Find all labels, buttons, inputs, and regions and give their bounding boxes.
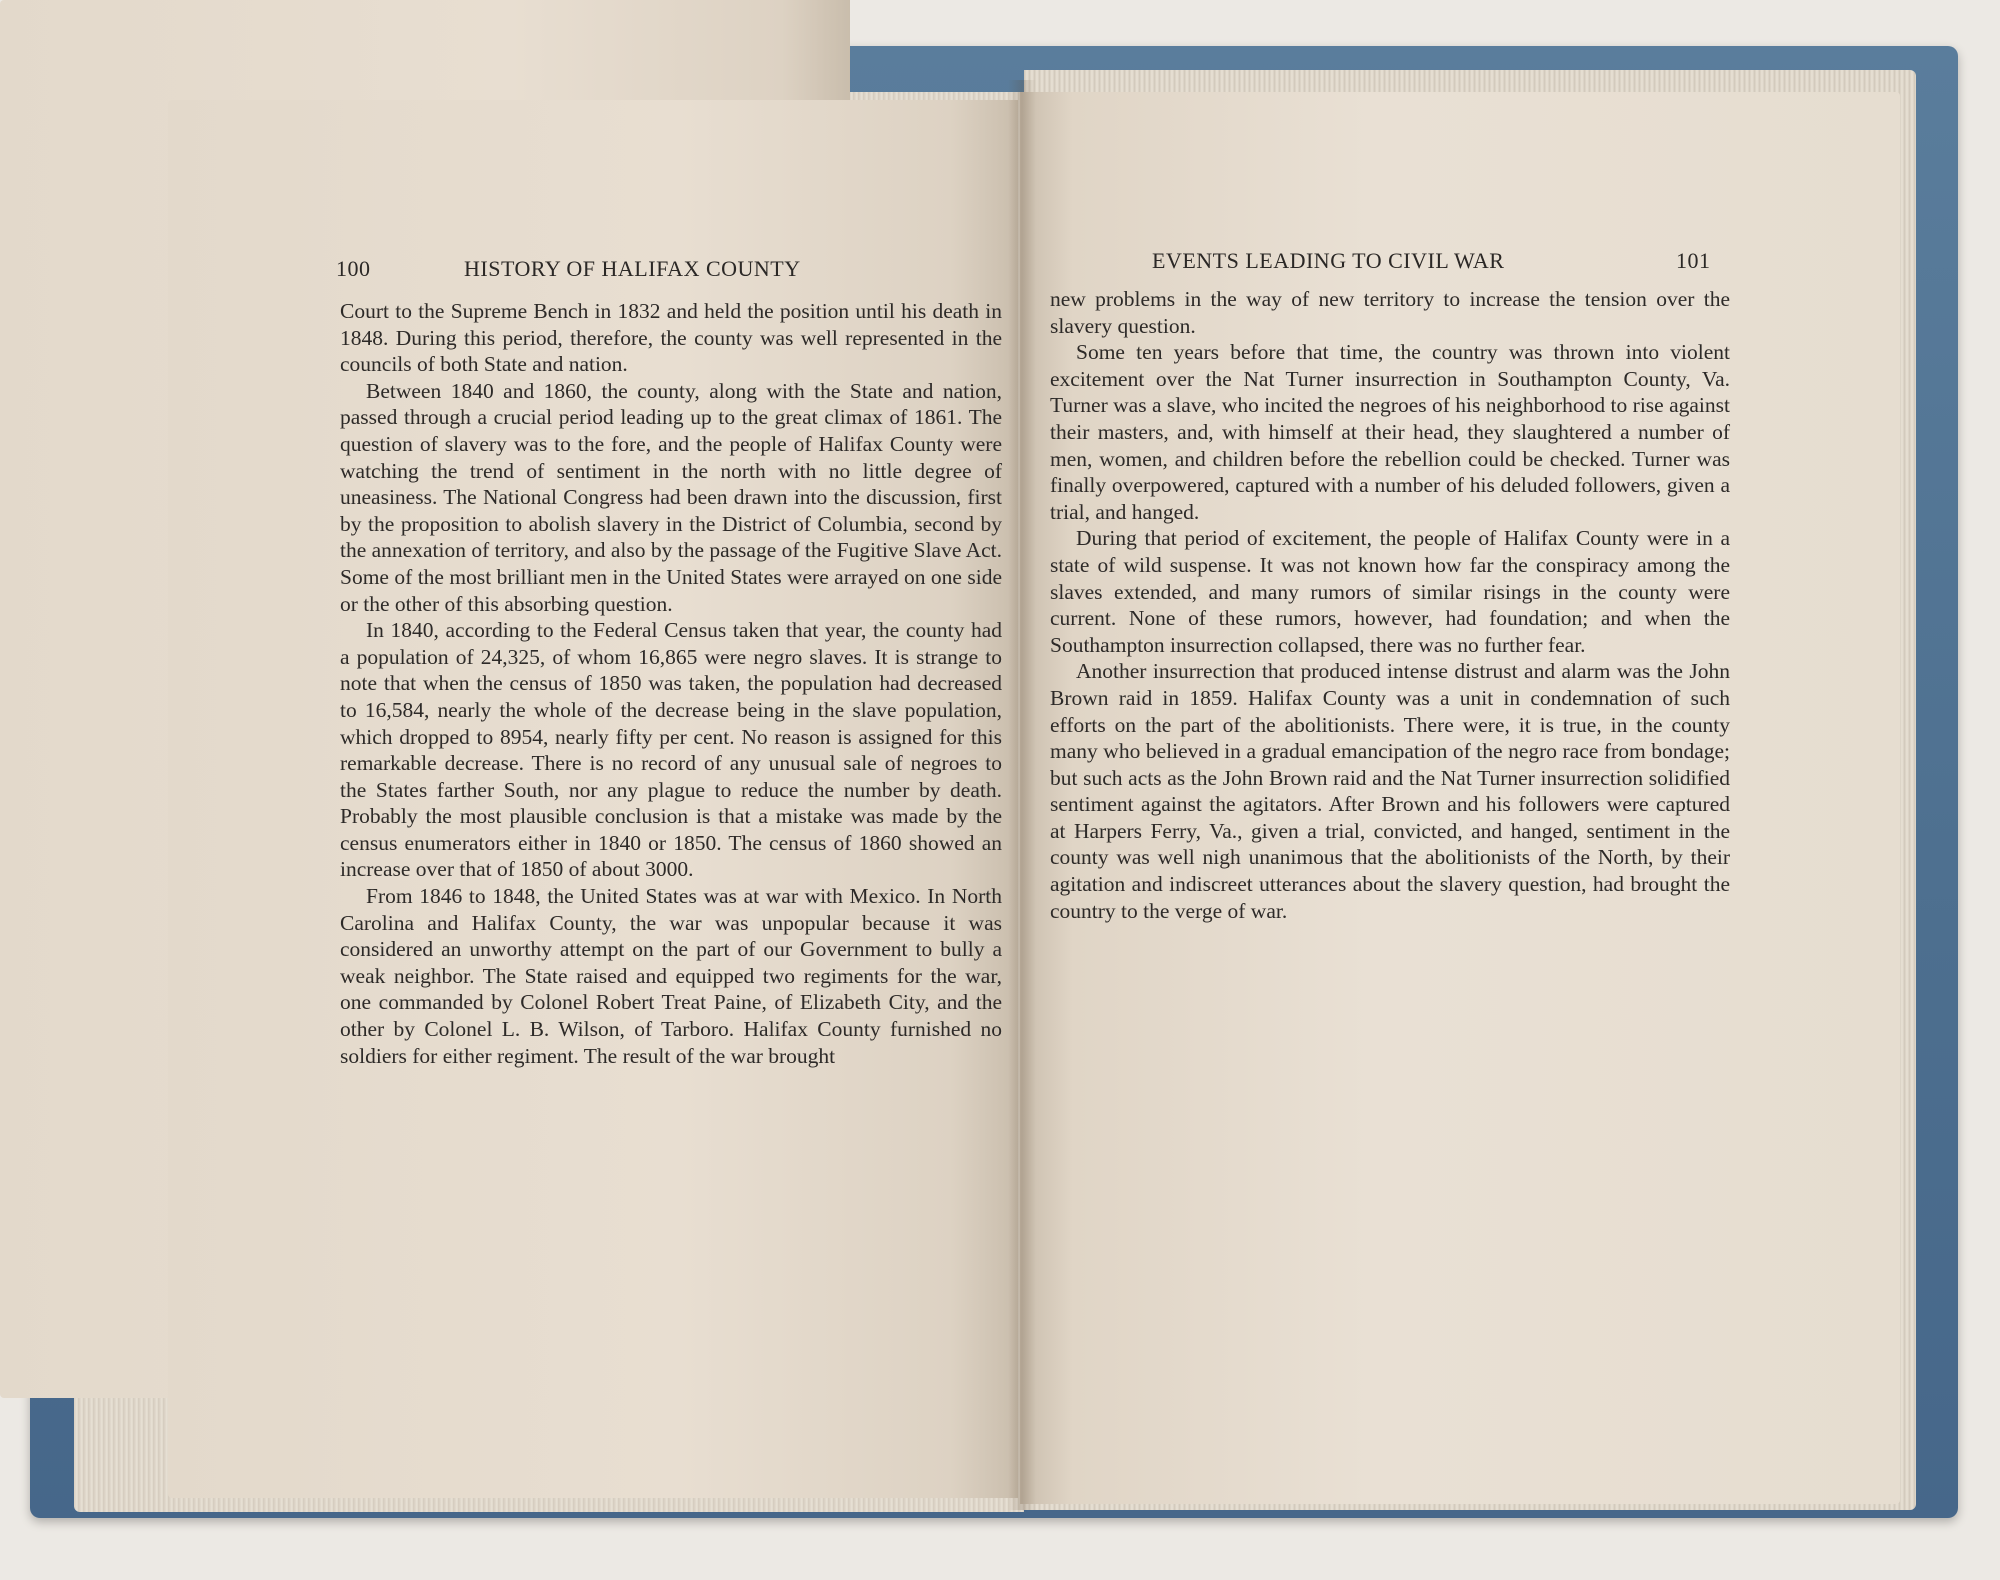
right-page-body	[1050, 286, 1730, 924]
paragraph: Some ten years before that time, the country was thrown into violent excitement over the Nat Turner insurrection in Southampton County, Va. Turner was a slave, who incited the negroes of his neighborhood to rise against their masters, and, with himself at their head, they slaughtered a number of men, women, and children before the rebellion could be checked. Turner was finally overpowered, captured with a number of his deluded followers, given a trial, and hanged.	[1050, 340, 1730, 524]
paragraph: In 1840, according to the Federal Census taken that year, the county had a population of 24,325, of whom 16,865 were negro slaves. It is strange to note that when the census of 1850 was taken, the population had decreased to 16,584, nearly the whole of the decrease being in the slave population, which dropped to 8954, nearly fifty per cent. No reason is assigned for this remarkable decrease. There is no record of any unusual sale of negroes to the States farther South, nor any plague to reduce the number by death. Probably the most plausible conclusion is that a mistake was made by the census enumerators either in 1840 or 1850. The census of 1860 showed an increase over that of 1850 of about 3000.	[340, 618, 1002, 882]
right-page-sheet	[1020, 92, 1900, 1504]
right-page-number: 101	[1676, 248, 1711, 273]
right-running-head: EVENTS LEADING TO CIVIL WAR	[1152, 248, 1505, 273]
paragraph: During that period of excitement, the people of Halifax County were in a state of wild suspense. It was not known how far the conspiracy among the slaves extended, and many rumors of similar risings in the county were current. None of these rumors, however, had foundation; and when the Southampton insurrection collapsed, there was no further fear.	[1050, 526, 1730, 657]
paragraph: new problems in the way of new territory to increase the tension over the slavery question.	[1050, 287, 1730, 338]
paragraph: Court to the Supreme Bench in 1832 and held the position until his death in 1848. During this period, therefore, the county was well represented in the councils of both State and nation.	[340, 299, 1002, 377]
paragraph: Another insurrection that produced intense distrust and alarm was the John Brown raid in 1859. Halifax County was a unit in condemnation of such efforts on the part of the abolitionists. There were, it is true, in the county many who believed in a gradual emancipation of the negro race from bondage; but such acts as the John Brown raid and the Nat Turner insurrection solidified sentiment against the agitators. After Brown and his followers were captured at Harpers Ferry, Va., given a trial, convicted, and hanged, sentiment in the county was well nigh unanimous that the abolitionists of the North, by their agitation and indiscreet utterances about the slavery question, had brought the country to the verge of war.	[1050, 659, 1730, 923]
paragraph: Between 1840 and 1860, the county, along with the State and nation, passed through a crucial period leading up to the great climax of 1861. The question of slavery was to the fore, and the people of Halifax County were watching the trend of sentiment in the north with no little degree of uneasiness. The National Congress had been drawn into the discussion, first by the proposition to abolish slavery in the District of Columbia, second by the annexation of territory, and also by the passage of the Fugitive Slave Act. Some of the most brilliant men in the United States were arrayed on one side or the other of this absorbing question.	[340, 378, 1002, 616]
paragraph: From 1846 to 1848, the United States was at war with Mexico. In North Carolina and Halifax County, the war was unpopular because it was considered an unworthy attempt on the part of our Government to bully a weak neighbor. The State raised and equipped two regiments for the war, one commanded by Colonel Robert Treat Paine, of Elizabeth City, and the other by Colonel L. B. Wilson, of Tarboro. Halifax County furnished no soldiers for either regiment. The result of the war brought	[340, 884, 1002, 1068]
left-page-body	[340, 298, 1002, 1069]
book-gutter	[1008, 80, 1036, 1510]
left-running-head: HISTORY OF HALIFAX COUNTY	[464, 256, 801, 281]
left-page-sheet	[168, 100, 1018, 1498]
left-page-number: 100	[336, 256, 371, 281]
